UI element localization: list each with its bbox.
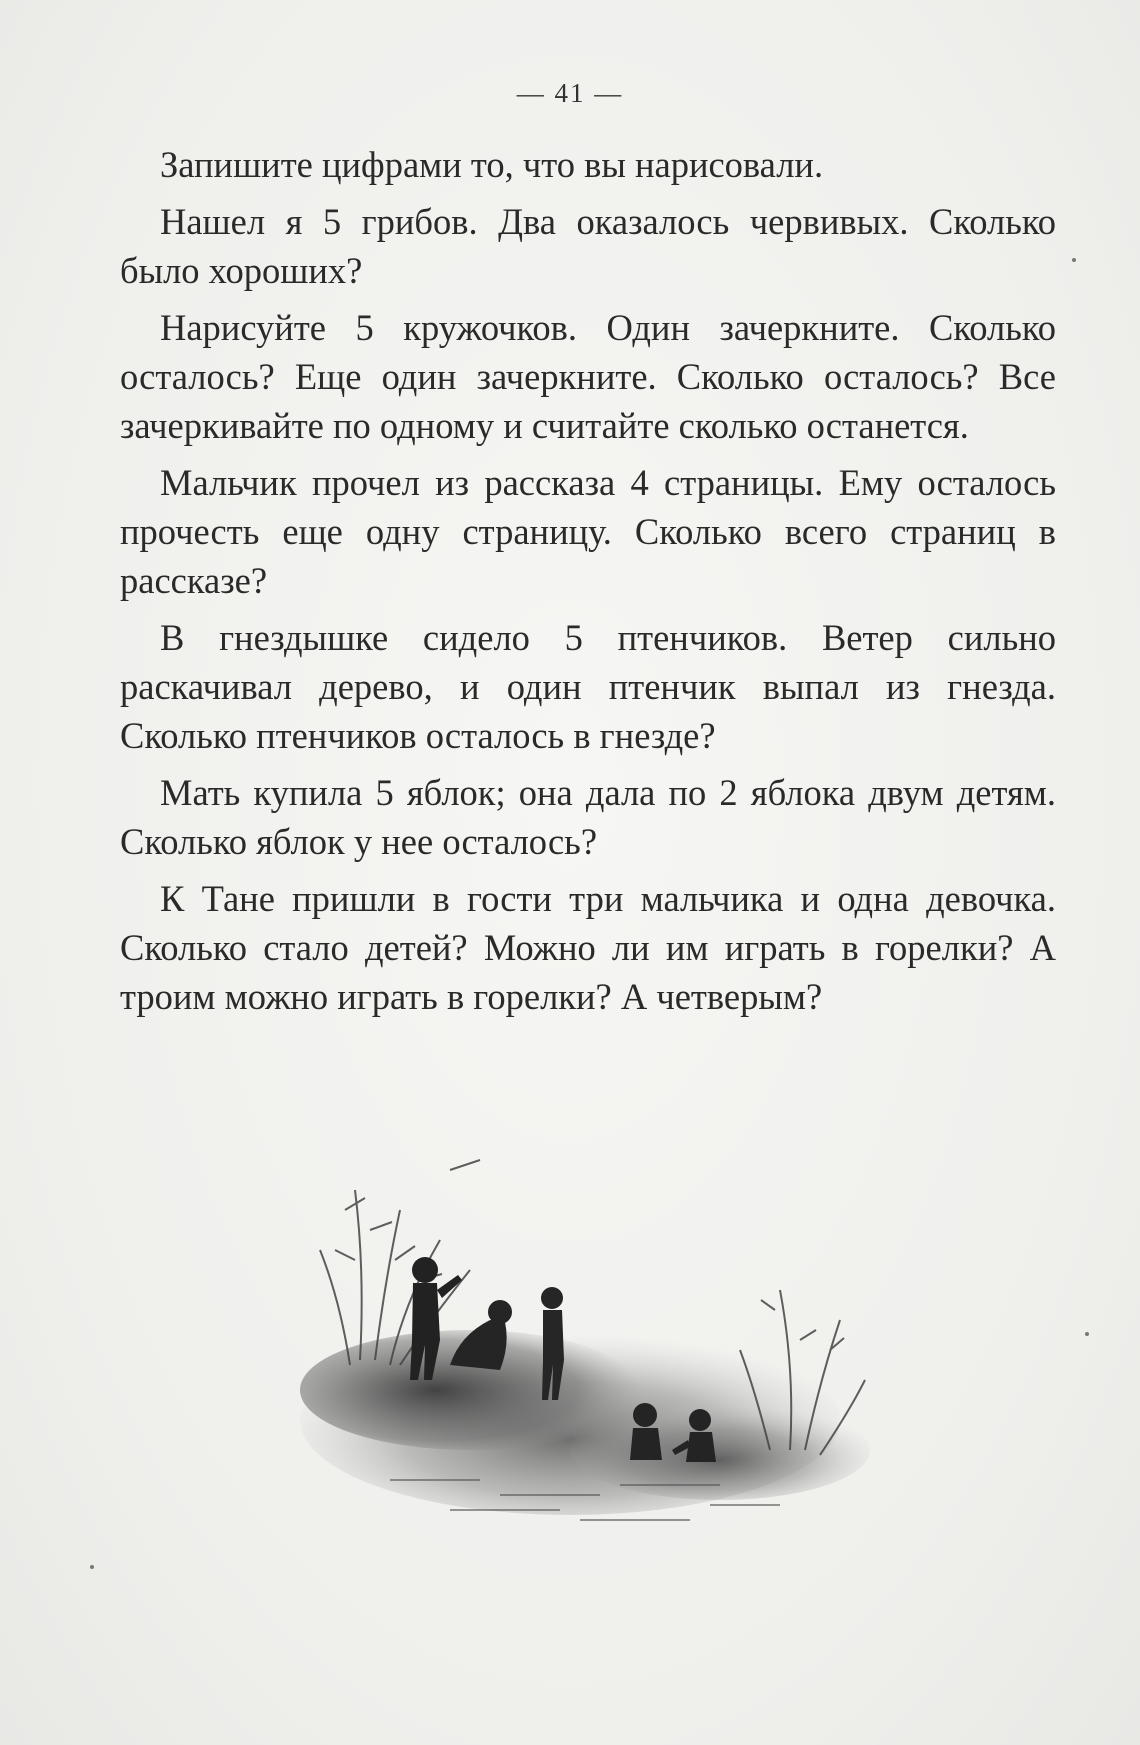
paper-speck bbox=[1072, 258, 1076, 262]
paragraph-2: Нашел я 5 грибов. Два оказалось червивых. Сколько было хороших? bbox=[120, 201, 1056, 291]
paragraph-3: Нарисуйте 5 кружочков. Один зачеркните. Сколько осталось? Еще один зачеркните. Сколько осталось? Все зачеркивайте по одному и считайте сколько останется. bbox=[120, 307, 1056, 446]
paper-speck bbox=[1085, 1332, 1089, 1336]
paragraph-6: Мать купила 5 яблок; она дала по 2 яблока двум детям. Сколько яблок у нее осталось? bbox=[120, 772, 1056, 862]
paper-speck bbox=[90, 1565, 94, 1569]
paragraph-7: К Тане пришли в гости три мальчика и одна девочка. Сколько стало детей? Можно ли им играть в горелки? А троим можно играть в горелки? А четверым? bbox=[120, 878, 1056, 1017]
text-block bbox=[120, 140, 1056, 1029]
paragraph-4: Мальчик прочел из рассказа 4 страницы. Ему осталось прочесть еще одну страницу. Сколько всего страниц в рассказе? bbox=[120, 462, 1056, 601]
page-number: — 41 — bbox=[516, 78, 624, 108]
children-bathing-silhouette-icon bbox=[300, 1150, 880, 1570]
paragraph-5: В гнездышке сидело 5 птенчиков. Ветер сильно раскачивал дерево, и один птенчик выпал из гнезда. Сколько птенчиков осталось в гнезде? bbox=[120, 617, 1056, 756]
paragraph-1: Запишите цифрами то, что вы нарисовали. bbox=[160, 144, 824, 185]
